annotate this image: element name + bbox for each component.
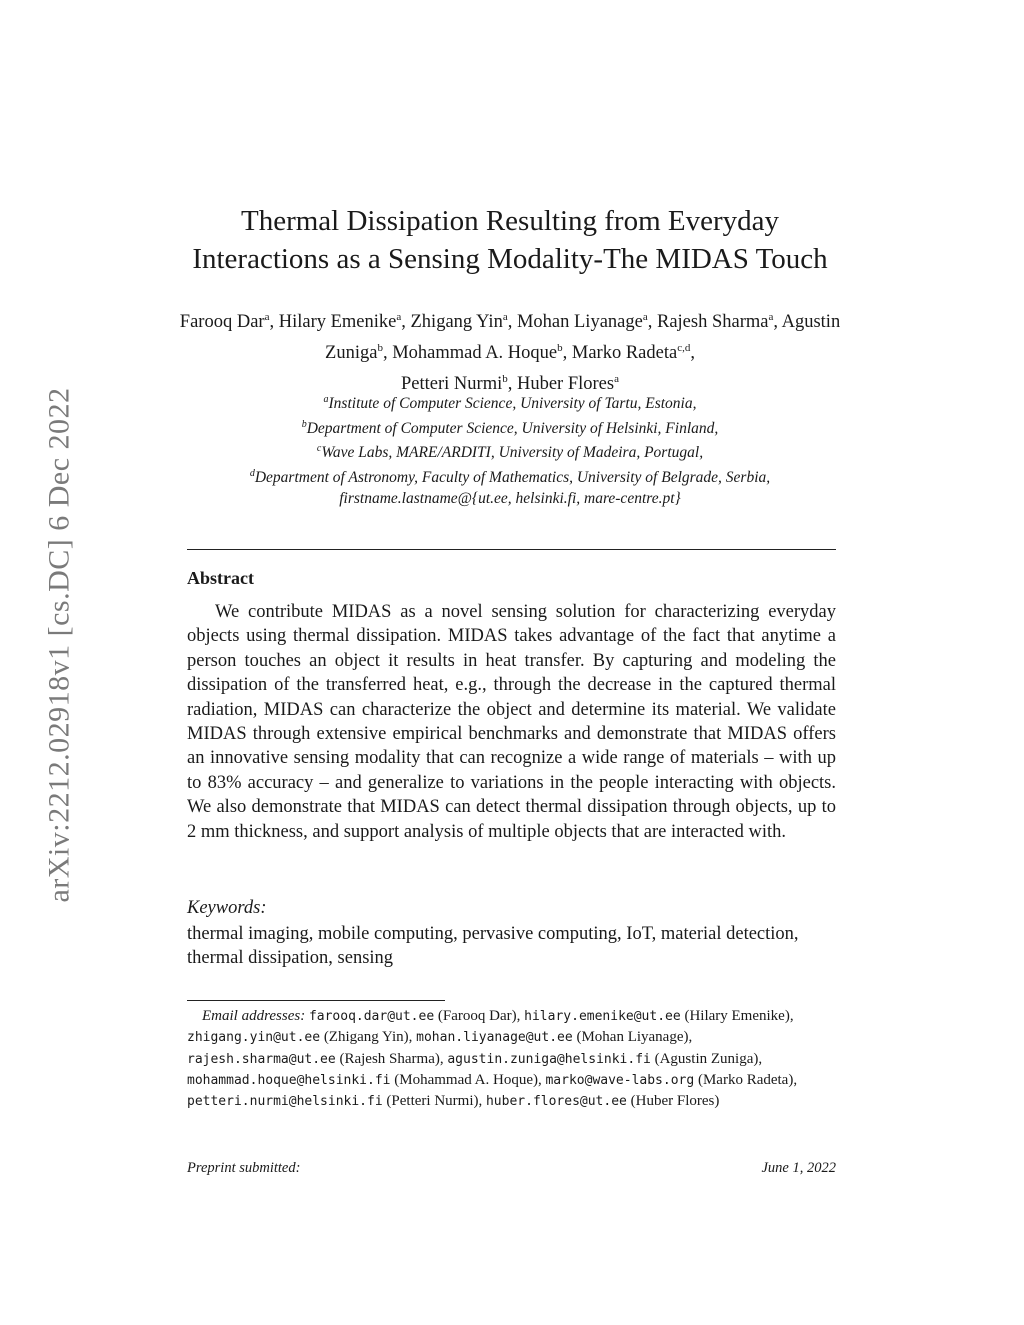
author-affil-mark: c,d xyxy=(677,342,691,355)
author-affil-mark: a xyxy=(768,311,774,323)
abstract-text: We contribute MIDAS as a novel sensing solution for characterizing everyday objects using thermal dissipation. MIDAS takes advantage of the fact that anytime a person touches an object it results in heat transfer. By capturing and modeling the dissipation of the transferred heat, e.g., through the decrease in the captured thermal radiation, MIDAS can characterize the object and determine its material. We validate MIDAS through extensive empirical benchmarks and demonstrate that MIDAS offers an innovative sensing modality that can recognize a wide range of materials – with up to 83% accuracy – and generalize to variations in the people interacting with objects. We also demonstrate that MIDAS can detect thermal dissipation through objects, up to 2 mm thickness, and support analysis of multiple objects that are interacted with. xyxy=(187,602,836,842)
email-owner: (Mohammad A. Hoque) xyxy=(394,1071,538,1088)
email-address[interactable]: rajesh.sharma@ut.ee xyxy=(187,1051,336,1067)
affiliation xyxy=(160,439,860,464)
affiliation-text: Wave Labs, MARE/ARDITI, University of Madeira, Portugal, xyxy=(321,444,704,462)
title-line-2: Interactions as a Sensing Modality-The MIDAS Touch xyxy=(192,243,828,275)
preprint-label: Preprint submitted: xyxy=(187,1160,301,1176)
author-name: Marko Radeta xyxy=(571,343,678,364)
email-address[interactable]: agustin.zuniga@helsinki.fi xyxy=(447,1051,651,1067)
author-affil-mark: a xyxy=(614,373,619,386)
email-address[interactable]: hilary.emenike@ut.ee xyxy=(524,1009,681,1024)
top-rule xyxy=(187,549,836,550)
email-address[interactable]: petteri.nurmi@helsinki.fi xyxy=(187,1094,383,1110)
email-pattern: firstname.lastname@{ut.ee, helsinki.fi, mare-centre.pt} xyxy=(339,489,681,507)
title-line-1: Thermal Dissipation Resulting from Everyday xyxy=(240,205,779,237)
email-label: Email addresses: xyxy=(202,1008,306,1024)
author-name: Farooq Dar xyxy=(179,312,265,333)
paper-title xyxy=(150,202,870,278)
email-owner: (Agustin Zuniga) xyxy=(654,1050,759,1067)
email-owner: (Rajesh Sharma) xyxy=(339,1050,440,1067)
affiliation xyxy=(160,415,860,440)
affiliation-text: Institute of Computer Science, University of Tartu, Estonia, xyxy=(328,395,697,413)
affiliation-text: Department of Computer Science, University of Helsinki, Finland, xyxy=(306,419,719,437)
keywords-heading: Keywords: xyxy=(187,898,267,918)
author-affil-mark: a xyxy=(396,311,402,323)
email-address[interactable]: marko@wave-labs.org xyxy=(545,1072,695,1088)
author-name: Mohan Liyanage xyxy=(516,312,643,333)
affiliation-mark: d xyxy=(249,467,255,479)
author-affil-mark: a xyxy=(502,311,508,323)
affiliation xyxy=(160,464,860,489)
affiliation-list xyxy=(160,390,860,509)
author-name: Zhigang Yin xyxy=(410,312,503,333)
author-name: Rajesh Sharma xyxy=(656,312,769,333)
author-affil-mark: a xyxy=(264,311,270,323)
submission-date: June 1, 2022 xyxy=(761,1160,836,1176)
author-list: Farooq Dar$^a$, Hilary Emenike$^a$, Zhigang Yin$^a$, Mohan Liyanage$^a$, Rajesh Sharma$^a$, Agustin Zuniga$^b$, Mohammad A. Hoque$^b$, Marko Radeta$^{c,d}$, Petteri Nurmi$^b$, Huber Flores$^a$ xyxy=(179,311,841,395)
author-name: Agustin Zuniga xyxy=(325,312,841,364)
arxiv-id: arXiv:2212.02918v1 [cs.DC] 6 Dec 2022 xyxy=(43,387,76,903)
arxiv-sidebar-stamp xyxy=(40,360,80,930)
author-name: Petteri Nurmi xyxy=(401,374,503,395)
page-footer xyxy=(187,1160,836,1177)
email-owner: (Zhigang Yin) xyxy=(323,1029,409,1046)
author-affil-mark: b xyxy=(377,342,383,355)
footnote-rule xyxy=(187,1000,445,1001)
email-address[interactable]: farooq.dar@ut.ee xyxy=(308,1009,435,1024)
email-owner: (Petteri Nurmi) xyxy=(386,1093,479,1110)
author-affil-mark: b xyxy=(502,373,508,386)
email-owner: (Hilary Emenike) xyxy=(684,1008,790,1024)
keywords-text: thermal imaging, mobile computing, pervasive computing, IoT, material detection, thermal dissipation, sensing xyxy=(187,924,799,969)
author-name: Hilary Emenike xyxy=(278,312,397,333)
email-address[interactable]: huber.flores@ut.ee xyxy=(485,1094,627,1110)
affiliation-mark: a xyxy=(323,394,329,405)
email-owner: (Farooq Dar) xyxy=(437,1008,517,1024)
author-affil-mark: b xyxy=(557,342,563,355)
email-owner: (Marko Radeta) xyxy=(697,1071,794,1088)
affiliation xyxy=(160,390,860,415)
email-address[interactable]: mohammad.hoque@helsinki.fi xyxy=(187,1072,391,1088)
email-owner: (Huber Flores) xyxy=(630,1093,720,1110)
affiliation-mark: b xyxy=(301,418,307,430)
email-owner: (Mohan Liyanage) xyxy=(576,1029,689,1046)
author-affil-mark: a xyxy=(642,311,648,323)
author-name: Mohammad A. Hoque xyxy=(392,343,558,364)
email-address[interactable]: zhigang.yin@ut.ee xyxy=(187,1030,321,1046)
affiliation-mark: c xyxy=(316,443,322,455)
email-footnote: Email addresses: farooq.dar@ut.ee (Farooq Dar), hilary.emenike@ut.ee (Hilary Emenike), zhigang.yin@ut.ee (Zhigang Yin), mohan.liyanage@ut.ee (Mohan Liyanage), rajesh.sharma@ut.ee (Rajesh Sharma), agustin.zuniga@helsinki.fi (Agustin Zuniga), mohammad.hoque@helsinki.fi (Mohammad A. Hoque), marko@wave-labs.org (Marko Radeta), petteri.nurmi@helsinki.fi (Petteri Nurmi), huber.flores@ut.ee (Huber Flores) xyxy=(187,1008,798,1110)
affiliation-text: Department of Astronomy, Faculty of Mathematics, University of Belgrade, Serbia, xyxy=(254,469,771,487)
abstract-heading: Abstract xyxy=(187,568,254,588)
author-name: Huber Flores xyxy=(516,374,615,395)
email-address[interactable]: mohan.liyanage@ut.ee xyxy=(416,1030,573,1046)
